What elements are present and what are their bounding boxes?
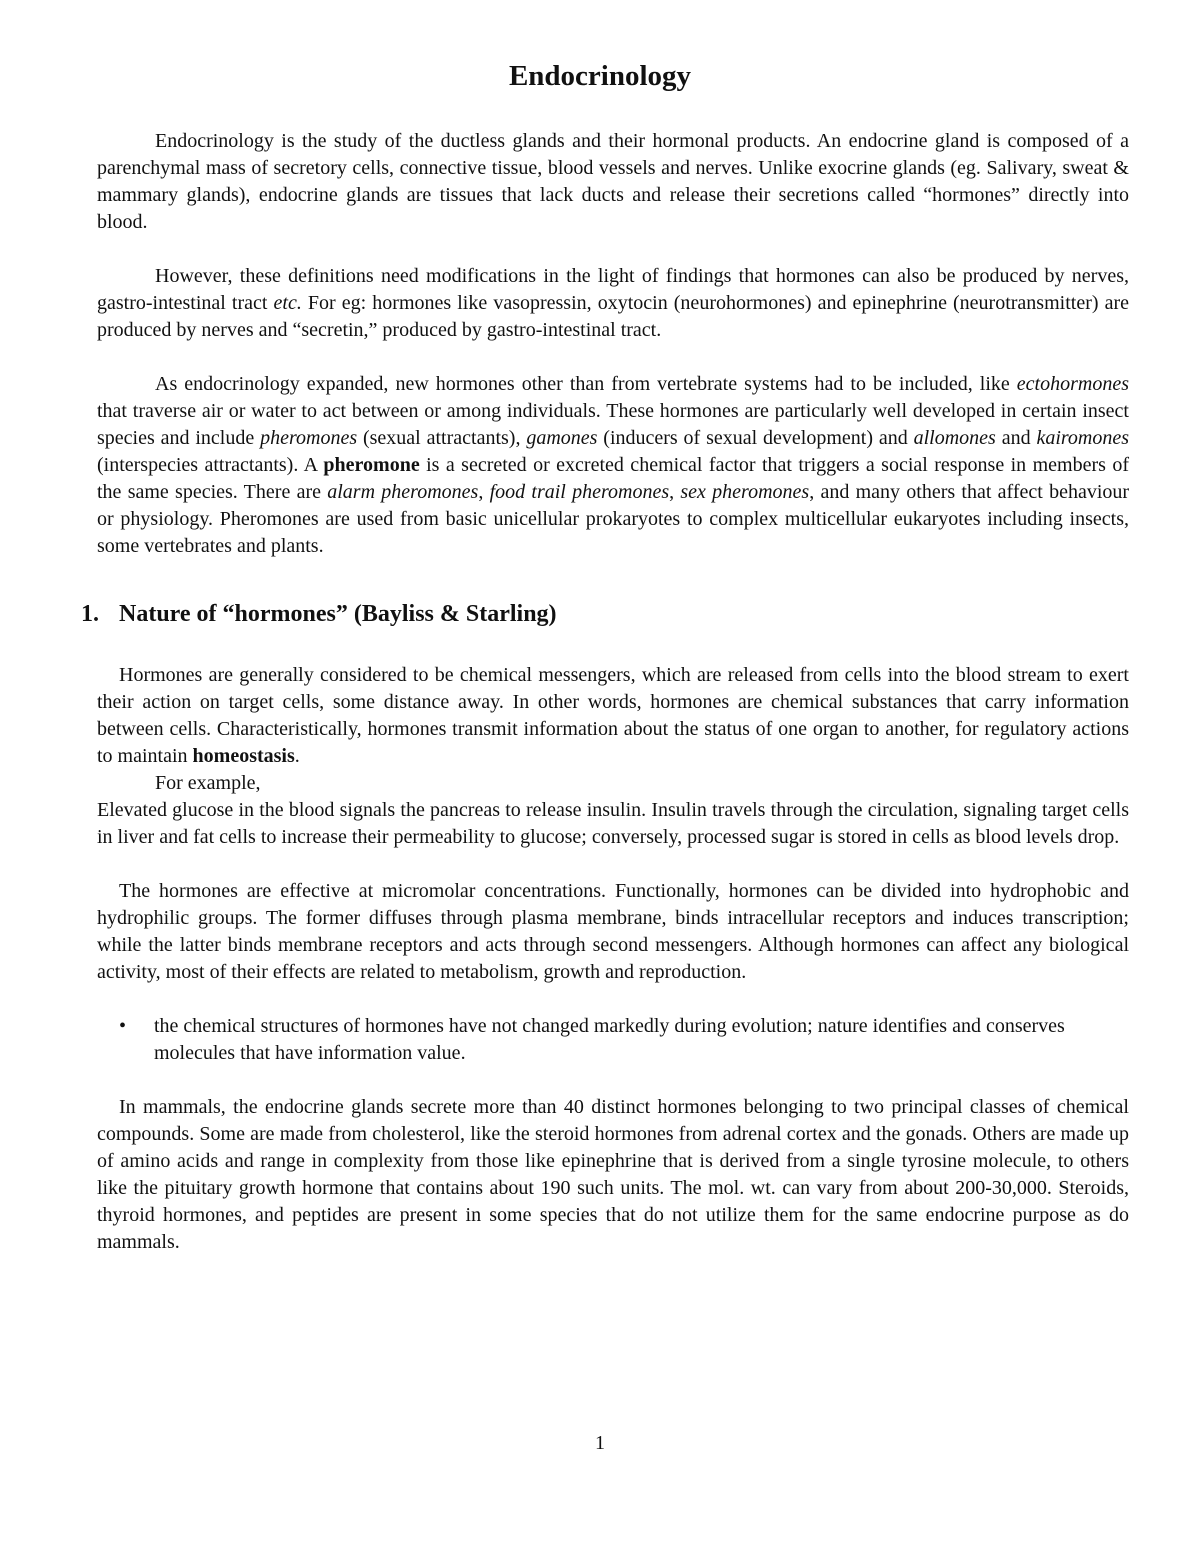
bullet-list-item — [97, 1013, 1129, 1067]
term-ectohormones: ectohormones — [1016, 373, 1129, 395]
term-alarm-pheromones: alarm pheromones — [327, 481, 479, 503]
term-pheromones: pheromones — [260, 427, 358, 449]
paragraph-hormones-nature: Hormones are generally considered to be chemical messengers, which are released from cells into the blood stream to exert their action on target cells, some distance away. In other words, hormones are chemical substances that carry information between cells. Characteristically, hormones transmit information about the status of one organ to another, for regulatory actions to maintain homeostasis. — [97, 664, 1129, 767]
for-example-label: For example, — [155, 772, 261, 794]
document-body — [81, 128, 1130, 1256]
paragraph-mammals: In mammals, the endocrine glands secrete more than 40 distinct hormones belonging to two principal classes of chemical compounds. Some are made from cholesterol, like the steroid hormones from adrenal cortex and the gonads. Others are made up of amino acids and range in complexity from those like epinephrine that is derived from a single tyrosine molecule, to others like the pituitary growth hormone that contains about 190 such units. The mol. wt. can vary from about 200-30,000. Steroids, thyroid hormones, and peptides are present in some species that do not utilize them for the same endocrine purpose as do mammals. — [97, 1096, 1129, 1253]
term-homeostasis: homeostasis — [192, 745, 295, 767]
term-sex-pheromones: sex pheromones — [680, 481, 810, 503]
page-number: 1 — [595, 1432, 605, 1454]
section-number: 1. — [81, 601, 99, 627]
page-title: Endocrinology — [508, 60, 692, 92]
paragraph-ectohormones: As endocrinology expanded, new hormones other than from vertebrate systems had to be included, like ectohormones that traverse air or water to act between or among individuals. These hormones are particularly well developed in certain insect species and include pheromones (sexual attractants), gamones (inducers of sexual development) and allomones and kairomones (interspecies attractants). A pheromone is a secreted or excreted chemical factor that triggers a social response in members of the same species. There are alarm pheromones, food trail pheromones, sex pheromones, and many others that affect behaviour or physiology. Pheromones are used from basic unicellular prokaryotes to complex multicellular eukaryotes including insects, some vertebrates and plants. — [97, 373, 1130, 557]
term-allomones: allomones — [913, 427, 996, 449]
term-kairomones: kairomones — [1036, 427, 1130, 449]
paragraph-intro: Endocrinology is the study of the ductless glands and their hormonal products. An endocrine gland is composed of a parenchymal mass of secretory cells, connective tissue, blood vessels and nerves. Unlike exocrine glands (eg. Salivary, sweat & mammary glands), endocrine glands are tissues that lack ducts and release their secretions called “hormones” directly into blood. — [97, 130, 1129, 233]
term-gamones: gamones — [526, 427, 598, 449]
term-food-trail-pheromones: food trail pheromones — [489, 481, 670, 503]
paragraph-concentrations: The hormones are effective at micromolar concentrations. Functionally, hormones can be divided into hydrophobic and hydrophilic groups. The former diffuses through plasma membrane, binds intracellular receptors and induces transcription; while the latter binds membrane receptors and acts through second messengers. Although hormones can affect any biological activity, most of their effects are related to metabolism, growth and reproduction. — [97, 880, 1129, 983]
section-title: Nature of “hormones” (Bayliss & Starling) — [119, 601, 557, 627]
section-heading — [81, 598, 1129, 630]
paragraph-example: Elevated glucose in the blood signals the pancreas to release insulin. Insulin travels through the circulation, signaling target cells in liver and fat cells to increase their permeability to glucose; conversely, processed sugar is stored in cells as blood levels drop. — [97, 799, 1129, 848]
bullet-icon: • — [119, 1015, 127, 1037]
term-pheromone: pheromone — [323, 454, 420, 476]
paragraph-definitions: However, these definitions need modifications in the light of findings that hormones can also be produced by nerves, gastro-intestinal tract etc. For eg: hormones like vasopressin, oxytocin (neurohormones) and epinephrine (neurotransmitter) are produced by nerves and “secretin,” produced by gastro-intestinal tract. — [97, 265, 1130, 341]
bullet-text: the chemical structures of hormones have not changed markedly during evolution; nature identifies and conserves molecules that have information value. — [154, 1015, 1065, 1064]
